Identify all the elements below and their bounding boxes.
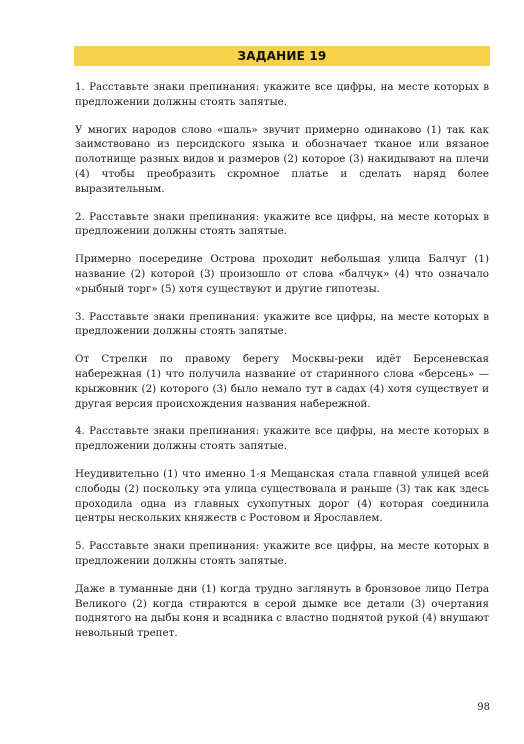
task-4-sentence: Неудивительно (1) что именно 1-я Мещанская стала главной улицей всей слободы (2) поскольку эта улица существовала и раньше (3) так как здесь проходила одна из главных сухопутных дорог (4) которая соединила центры нескольких княжеств с Ростовом и Ярославлем. (75, 467, 489, 525)
task-3-instruction: 3. Расставьте знаки препинания: укажите все цифры, на месте которых в предложении должны стоять запятые. (75, 310, 489, 338)
task-5-instruction: 5. Расставьте знаки препинания: укажите все цифры, на месте которых в предложении должны стоять запятые. (75, 540, 489, 567)
task-3-sentence: От Стрелки по правому берегу Москвы-реки идёт Берсеневская набережная (1) что получила название от старинного слова «берсень» — крыжовник (2) которого (3) было немало тут в садах (4) хотя существует и другая версия происхождения названия набережной. (75, 353, 489, 410)
task-content (75, 80, 489, 654)
page-number: 98 (477, 702, 490, 713)
task-2-instruction: 2. Расставьте знаки препинания: укажите все цифры, на месте которых в предложении должны стоять запятые. (75, 210, 489, 238)
task-2-sentence: Примерно посередине Острова проходит небольшая улица Балчуг (1) название (2) которой (3) произошло от слова «балчук» (4) что означало «рыбный торг» (5) хотя существуют и другие гипотезы. (75, 253, 489, 295)
task-4-instruction: 4. Расставьте знаки препинания: укажите все цифры, на месте которых в предложении должны стоять запятые. (75, 425, 489, 453)
task-1-sentence: У многих народов слово «шаль» звучит примерно одинаково (1) так как заимствовано из персидского языка и обозначает тканое или вязаное полотнище разных видов и размеров (2) которое (3) накидывают на плечи (4) чтобы преобразить скромное платье и сделать наряд более выразительным. (75, 123, 489, 195)
task-1-instruction: 1. Расставьте знаки препинания: укажите все цифры, на месте которых в предложении должны стоять запятые. (75, 81, 489, 108)
task-header-banner (74, 46, 490, 66)
task-5-sentence: Даже в туманные дни (1) когда трудно заглянуть в бронзовое лицо Петра Великого (2) когда стираются в серой дымке все детали (3) очертания поднятого на дыбы коня и всадника с властно поднятой рукой (4) внушают невольный трепет. (75, 582, 489, 640)
task-title: ЗАДАНИЕ 19 (237, 49, 327, 63)
